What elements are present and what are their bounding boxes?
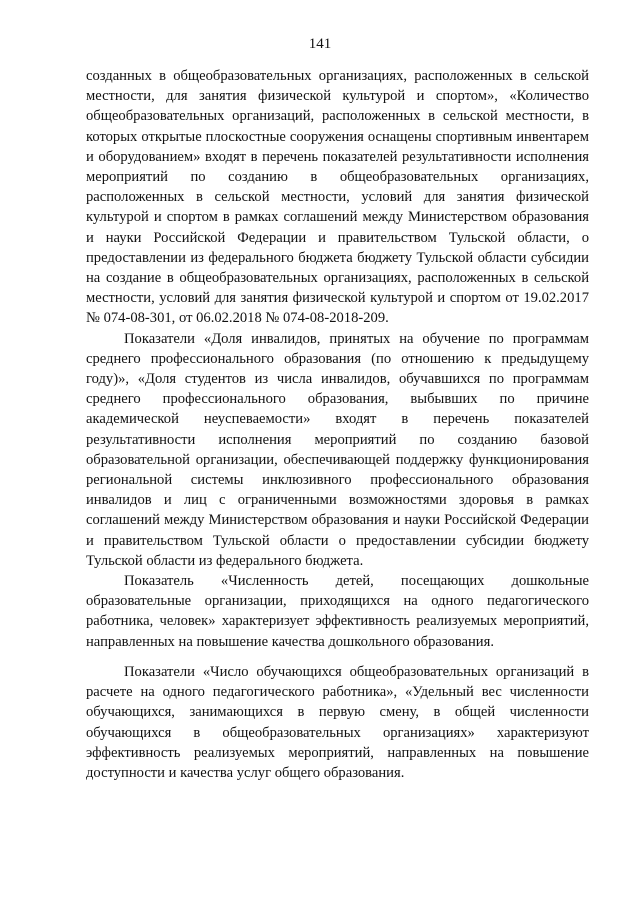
paragraph-preschool-indicator: Показатель «Численность детей, посещающих дошкольные образовательные организации, приходящихся на одного педагогического работника, человек» характеризует эффективность реализуемых мероприятий, направленных на повышение качества дошкольного образования. (86, 573, 589, 650)
paragraph-continuation: созданных в общеобразовательных организациях, расположенных в сельской местности, для занятия физической культурой и спортом», «Количество общеобразовательных организаций, расположенных в сельской местности, в которых открытые плоскостные сооружения оснащены спортивным инвентарем и оборудованием» входят в перечень показателей результативности исполнения мероприятий по созданию в общеобразовательных организациях, расположенных в сельской местности, условий для занятия физической культурой и спортом в рамках соглашений между Министерством образования и науки Российской Федерации и правительством Тульской области, о предоставлении из федерального бюджета бюджету Тульской области субсидии на создание в общеобразовательных организациях, расположенных в сельской местности, условий для занятия физической культурой и спортом от 19.02.2017 № 074-08-301, от 06.02.2018 № 074-08-2018-209. (86, 68, 589, 327)
page-number: 141 (308, 36, 332, 52)
paragraph-disability-indicators: Показатели «Доля инвалидов, принятых на обучение по программам среднего профессионального образования (по отношению к предыдущему году)», «Доля студентов из числа инвалидов, обучавшихся по программам среднего профессионального образования, выбывших по причине академической неуспеваемости» входят в перечень показателей результативности исполнения мероприятий по созданию базовой образовательной организации, обеспечивающей поддержку функционирования региональной системы инклюзивного профессионального образования инвалидов и лиц с ограниченными возможностями здоровья в рамках соглашений между Министерством образования и науки Российской Федерации и правительством Тульской области о предоставлении субсидии бюджету Тульской области из федерального бюджета. (86, 330, 589, 569)
body-text (86, 66, 589, 783)
paragraph-general-education-indicators: Показатели «Число обучающихся общеобразовательных организаций в расчете на одного педагогического работника», «Удельный вес численности обучающихся, занимающихся в первую смену, в общей численности обучающихся в общеобразовательных организациях» характеризуют эффективность реализуемых мероприятий, направленных на повышение доступности и качества услуг общего образования. (86, 663, 589, 781)
